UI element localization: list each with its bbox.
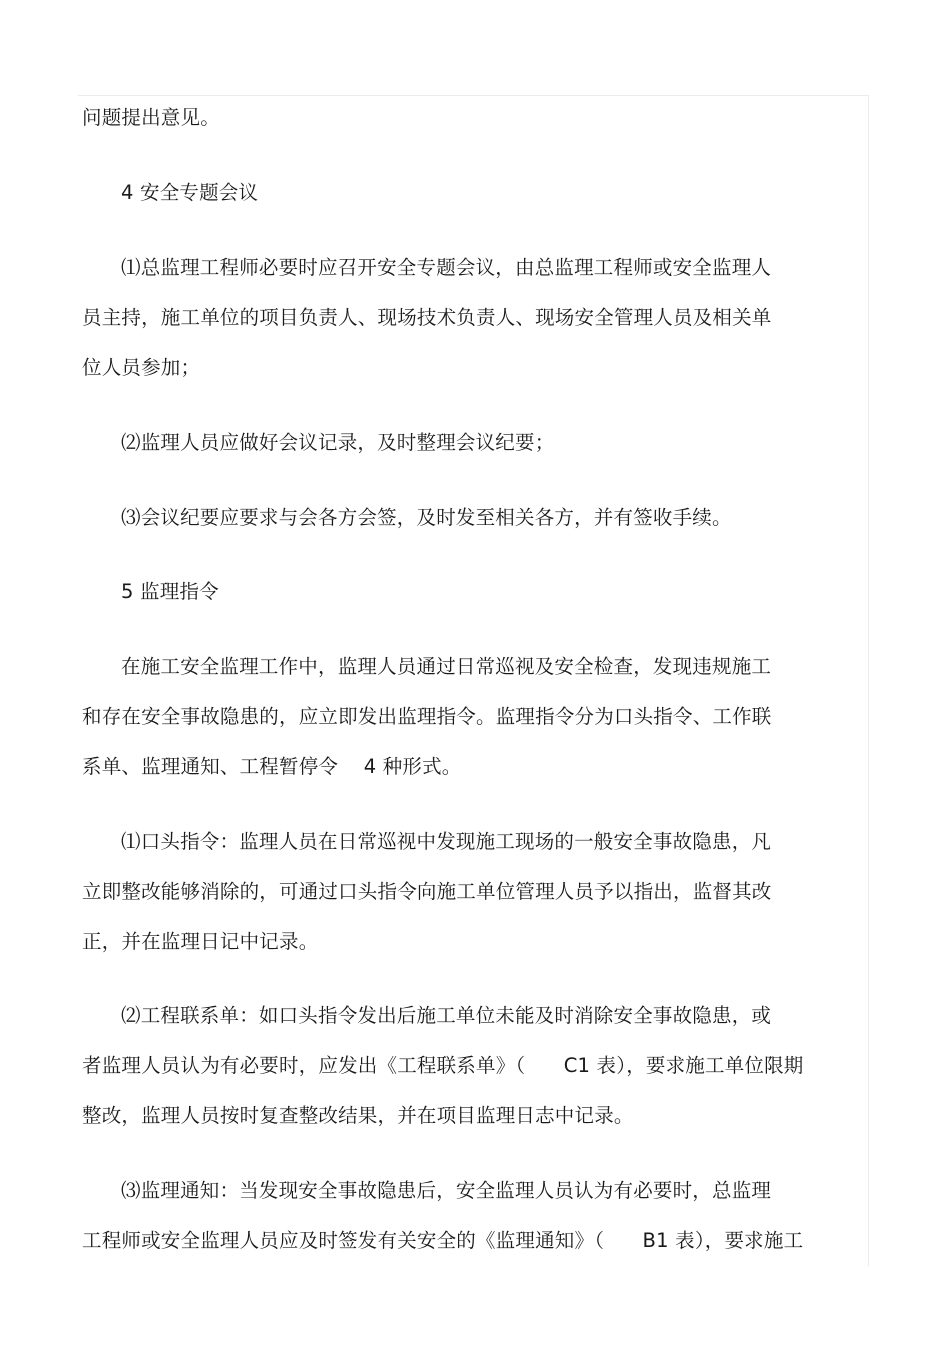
text-line: 位人员参加； xyxy=(82,356,201,379)
text-line: ⑴口头指令：监理人员在日常巡视中发现施工现场的一般安全事故隐患，凡 xyxy=(121,830,772,853)
text-line: 员主持，施工单位的项目负责人、现场技术负责人、现场安全管理人员及相关单 xyxy=(82,306,772,329)
text-line: 问题提出意见。 xyxy=(82,106,220,129)
text-line: ⑶监理通知：当发现安全事故隐患后，安全监理人员认为有必要时，总监理 xyxy=(121,1179,772,1202)
text-line: ⑵监理人员应做好会议记录，及时整理会议纪要； xyxy=(121,431,555,454)
text-line: 系单、监理通知、工程暂停令 4 种形式。 xyxy=(82,755,462,778)
text-line: ⑵工程联系单：如口头指令发出后施工单位未能及时消除安全事故隐患，或 xyxy=(121,1004,772,1027)
text-line: 工程师或安全监理人员应及时签发有关安全的《监理通知》（ B1 表），要求施工 xyxy=(82,1229,804,1252)
text-line: 者监理人员认为有必要时，应发出《工程联系单》（ C1 表），要求施工单位限期 xyxy=(82,1054,804,1077)
text-line: ⑴总监理工程师必要时应召开安全专题会议，由总监理工程师或安全监理人 xyxy=(121,256,772,279)
text-line: 和存在安全事故隐患的，应立即发出监理指令。监理指令分为口头指令、工作联 xyxy=(82,705,772,728)
text-line: ⑶会议纪要应要求与会各方会签，及时发至相关各方，并有签收手续。 xyxy=(121,506,732,529)
text-line: 正，并在监理日记中记录。 xyxy=(82,930,319,953)
text-line: 在施工安全监理工作中，监理人员通过日常巡视及安全检查，发现违规施工 xyxy=(121,655,772,678)
section-heading: 5 监理指令 xyxy=(121,580,219,603)
text-line: 立即整改能够消除的，可通过口头指令向施工单位管理人员予以指出，监督其改 xyxy=(82,880,772,903)
section-heading: 4 安全专题会议 xyxy=(121,181,259,204)
text-line: 整改，监理人员按时复查整改结果，并在项目监理日志中记录。 xyxy=(82,1104,634,1127)
